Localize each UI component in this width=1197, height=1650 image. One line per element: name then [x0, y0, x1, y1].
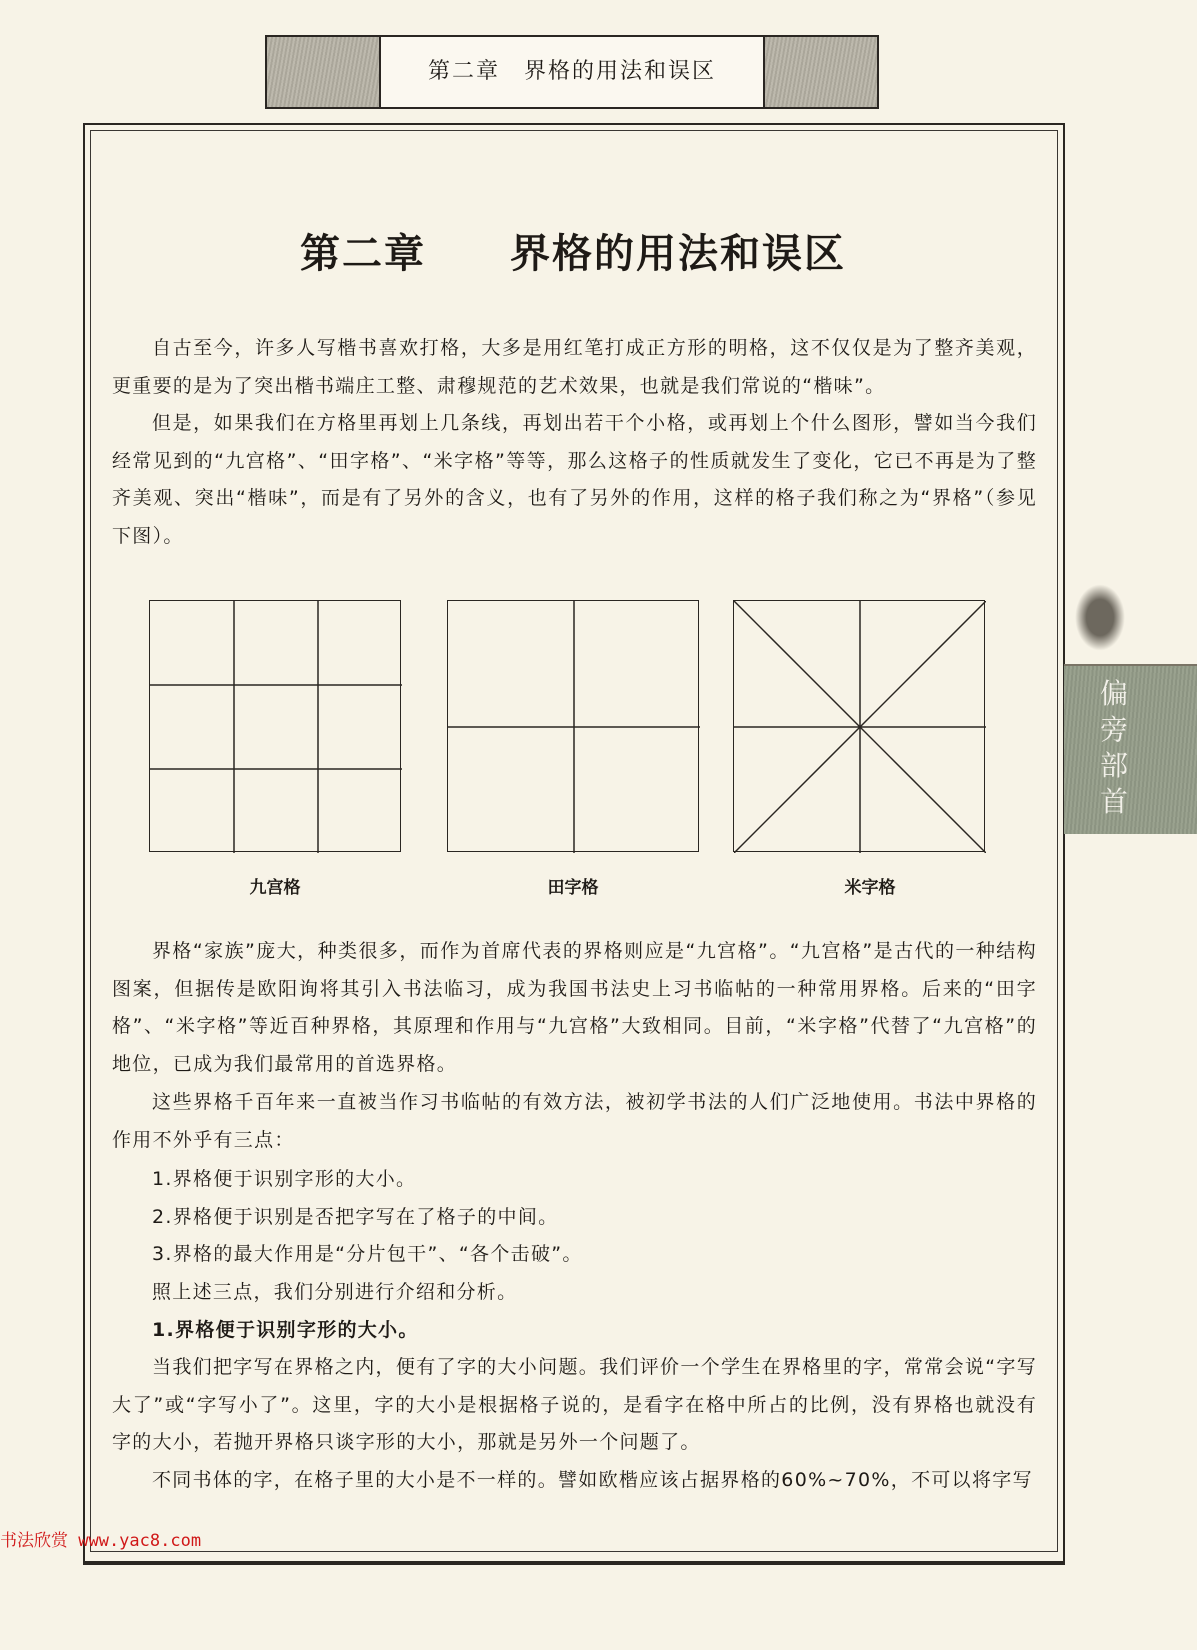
jiugongge-lines: [150, 601, 402, 853]
tianzige-lines: [448, 601, 700, 853]
point-2: 2.界格便于识别是否把字写在了格子的中间。: [152, 1206, 559, 1228]
chapter-title: 第二章 界格的用法和误区: [300, 230, 846, 277]
paragraph-end-1: 当我们把字写在界格之内，便有了字的大小问题。我们评价一个学生在界格里的字，常常会说“字写大了”或“字写小了”。这里，字的大小是根据格子说的，是看字在格中所占的比例，没有界格也就没有字的大小，若抛开界格只谈字形的大小，那就是另外一个问题了。: [112, 1356, 1037, 1454]
header-grass-illustration: [763, 37, 877, 107]
paragraph-main-2: 这些界格千百年来一直被当作习书临帖的有效方法，被初学书法的人们广泛地使用。书法中界格的作用不外乎有三点：: [112, 1091, 1037, 1151]
section-heading: 1.界格便于识别字形的大小。: [152, 1319, 419, 1341]
caption-tianzige: 田字格: [547, 878, 599, 898]
side-tab-label: 偏旁部首: [1100, 677, 1129, 818]
caption-mizige: 米字格: [844, 878, 896, 898]
figure-jiugongge: [149, 600, 401, 852]
caption-jiugongge: 九宫格: [249, 878, 301, 898]
point-summary: 照上述三点，我们分别进行介绍和分析。: [152, 1281, 518, 1303]
point-3: 3.界格的最大作用是“分片包干”、“各个击破”。: [152, 1243, 583, 1265]
paragraph-intro-1: 自古至今，许多人写楷书喜欢打格，大多是用红笔打成正方形的明格，这不仅仅是为了整齐美观，更重要的是为了突出楷书端庄工整、肃穆规范的艺术效果，也就是我们常说的“楷味”。: [112, 337, 1037, 397]
point-1: 1.界格便于识别字形的大小。: [152, 1168, 417, 1190]
paragraph-intro-2: 但是，如果我们在方格里再划上几条线，再划出若干个小格，或再划上个什么图形，譬如当今我们经常见到的“九宫格”、“田字格”、“米字格”等等，那么这格子的性质就发生了变化，它已不再是为了整齐美观、突出“楷味”，而是有了另外的含义，也有了另外的作用，这样的格子我们称之为“界格”（参见下图）。: [112, 412, 1037, 547]
running-header-title: 第二章 界格的用法和误区: [427, 59, 716, 84]
figure-tianzige: [447, 600, 699, 852]
side-tab: [1064, 664, 1197, 834]
watermark: 书法欣赏 www.yac8.com: [0, 1531, 202, 1551]
side-horseman-illustration: [1068, 575, 1132, 660]
paragraph-end-2: 不同书体的字，在格子里的大小是不一样的。譬如欧楷应该占据界格的60%~70%，不可以将字写: [152, 1469, 1033, 1491]
figure-mizige: [733, 600, 985, 852]
running-header-banner: [265, 35, 879, 109]
paragraph-main-1: 界格“家族”庞大，种类很多，而作为首席代表的界格则应是“九宫格”。“九宫格”是古代的一种结构图案，但据传是欧阳询将其引入书法临习，成为我国书法史上习书临帖的一种常用界格。后来的“田字格”、“米字格”等近百种界格，其原理和作用与“九宫格”大致相同。目前，“米字格”代替了“九宫格”的地位，已成为我们最常用的首选界格。: [112, 940, 1037, 1075]
header-plant-illustration: [267, 37, 381, 107]
mizige-lines: [734, 601, 986, 853]
